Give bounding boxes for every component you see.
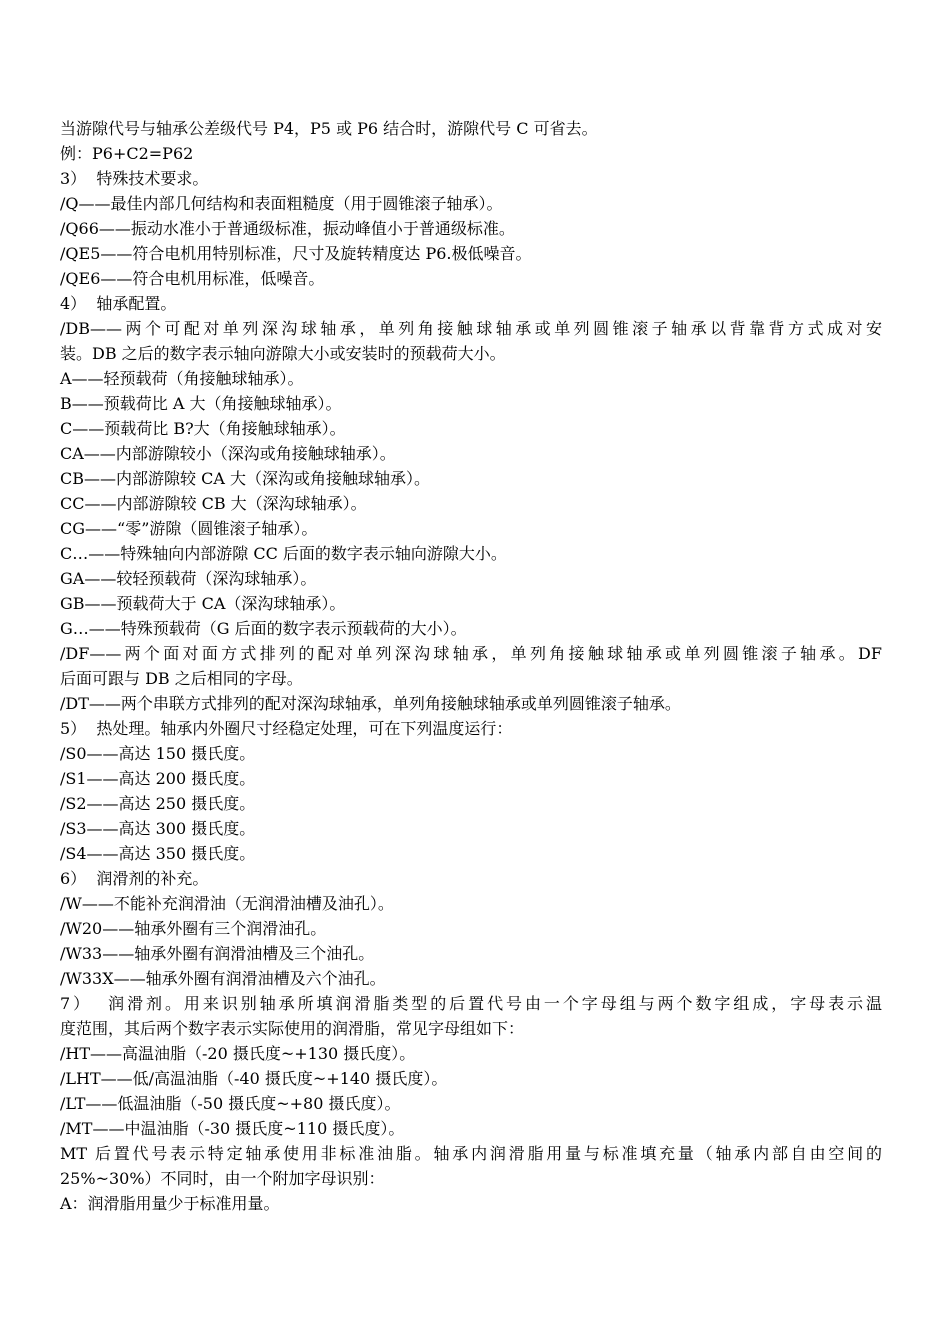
- text-line: /S4——高达 350 摄氏度。: [60, 844, 256, 863]
- text-line: 6） 润滑剂的补充。: [60, 869, 209, 888]
- text-line: /DT——两个串联方式排列的配对深沟球轴承，单列角接触球轴承或单列圆锥滚子轴承。: [60, 694, 681, 713]
- text-line: /MT——中温油脂（-30 摄氏度~110 摄氏度）。: [60, 1119, 405, 1138]
- text-line: 当游隙代号与轴承公差级代号 P4，P5 或 P6 结合时，游隙代号 C 可省去。: [60, 119, 598, 138]
- text-line: /DB——两个可配对单列深沟球轴承，单列角接触球轴承或单列圆锥滚子轴承以背靠背方式成对安: [60, 319, 882, 338]
- text-line: /S2——高达 250 摄氏度。: [60, 794, 256, 813]
- text-line: /S0——高达 150 摄氏度。: [60, 744, 256, 763]
- text-line: /W33X——轴承外圈有润滑油槽及六个油孔。: [60, 969, 386, 988]
- text-line: /W——不能补充润滑油（无润滑油槽及油孔）。: [60, 894, 394, 913]
- text-line: CG——“零”游隙（圆锥滚子轴承）。: [60, 519, 318, 538]
- text-line: 25%~30%）不同时，由一个附加字母识别：: [60, 1169, 385, 1188]
- text-line: G…——特殊预载荷（G 后面的数字表示预载荷的大小）。: [60, 619, 467, 638]
- text-line: GA——较轻预载荷（深沟球轴承）。: [60, 569, 317, 588]
- document-body: [60, 116, 882, 1216]
- text-line: 装。DB 之后的数字表示轴向游隙大小或安装时的预载荷大小。: [60, 344, 506, 363]
- text-line: /LHT——低/高温油脂（-40 摄氏度~+140 摄氏度）。: [60, 1069, 448, 1088]
- text-line: 7） 润滑剂。用来识别轴承所填润滑脂类型的后置代号由一个字母组与两个数字组成，字母表示温: [60, 994, 882, 1013]
- text-line: MT 后置代号表示特定轴承使用非标准油脂。轴承内润滑脂用量与标准填充量（轴承内部自由空间的: [60, 1144, 882, 1163]
- text-line: A：润滑脂用量少于标准用量。: [60, 1194, 280, 1213]
- text-line: 4） 轴承配置。: [60, 294, 177, 313]
- text-line: 5） 热处理。轴承内外圈尺寸经稳定处理，可在下列温度运行：: [60, 719, 513, 738]
- text-line: /Q66——振动水准小于普通级标准，振动峰值小于普通级标准。: [60, 219, 515, 238]
- text-line: /S1——高达 200 摄氏度。: [60, 769, 256, 788]
- text-line: CA——内部游隙较小（深沟或角接触球轴承）。: [60, 444, 396, 463]
- text-line: 后面可跟与 DB 之后相同的字母。: [60, 669, 303, 688]
- text-line: 度范围，其后两个数字表示实际使用的润滑脂，常见字母组如下：: [60, 1019, 525, 1038]
- text-line: /LT——低温油脂（-50 摄氏度~+80 摄氏度）。: [60, 1094, 401, 1113]
- text-line: /HT——高温油脂（-20 摄氏度~+130 摄氏度）。: [60, 1044, 416, 1063]
- text-line: GB——预载荷大于 CA（深沟球轴承）。: [60, 594, 346, 613]
- text-line: /Q——最佳内部几何结构和表面粗糙度（用于圆锥滚子轴承）。: [60, 194, 503, 213]
- text-line: /QE6——符合电机用标准，低噪音。: [60, 269, 325, 288]
- text-line: /W20——轴承外圈有三个润滑油孔。: [60, 919, 327, 938]
- text-line: /QE5——符合电机用特别标准，尺寸及旋转精度达 P6.极低噪音。: [60, 244, 532, 263]
- text-line: 3） 特殊技术要求。: [60, 169, 209, 188]
- text-line: C——预载荷比 B?大（角接触球轴承）。: [60, 419, 346, 438]
- text-line: A——轻预载荷（角接触球轴承）。: [60, 369, 304, 388]
- text-line: C…——特殊轴向内部游隙 CC 后面的数字表示轴向游隙大小。: [60, 544, 507, 563]
- text-line: CB——内部游隙较 CA 大（深沟或角接触球轴承）。: [60, 469, 430, 488]
- text-line: B——预载荷比 A 大（角接触球轴承）。: [60, 394, 342, 413]
- text-line: CC——内部游隙较 CB 大（深沟球轴承）。: [60, 494, 367, 513]
- text-line: /DF——两个面对面方式排列的配对单列深沟球轴承，单列角接触球轴承或单列圆锥滚子轴承。DF: [60, 644, 882, 663]
- text-line: 例：P6+C2=P62: [60, 144, 194, 163]
- text-line: /W33——轴承外圈有润滑油槽及三个油孔。: [60, 944, 375, 963]
- text-line: /S3——高达 300 摄氏度。: [60, 819, 256, 838]
